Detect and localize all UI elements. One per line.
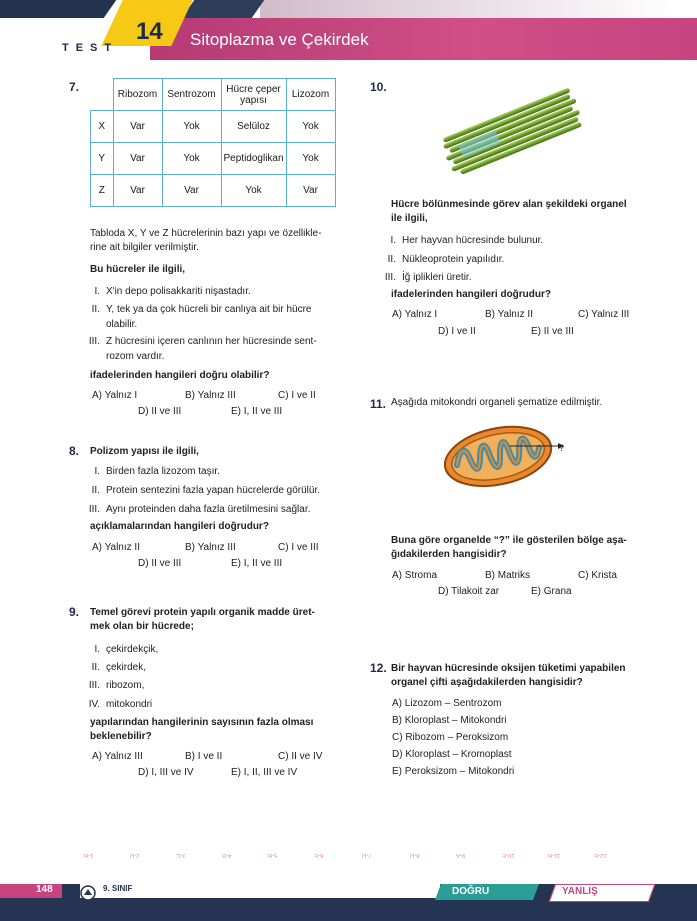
q7-table xyxy=(90,78,336,207)
option-c[interactable]: C) Ribozom – Peroksizom xyxy=(392,732,509,743)
roman-numeral: III. xyxy=(88,680,100,691)
q9-lead-line: Temel görevi protein yapılı organik madde üret- xyxy=(90,607,315,618)
list-item xyxy=(82,284,251,299)
roman-numeral: I. xyxy=(94,286,100,297)
list-item xyxy=(82,678,144,693)
list-item xyxy=(82,502,310,517)
item-text: İğ iplikleri üretir. xyxy=(402,272,472,283)
q10-question: ifadelerinden hangileri doğrudur? xyxy=(391,289,552,300)
header-band-navy-2 xyxy=(182,0,265,18)
option-d[interactable]: D) Kloroplast – Kromoplast xyxy=(392,749,512,760)
option-e[interactable]: E) Grana xyxy=(531,586,572,597)
q11-number: 11. xyxy=(370,397,387,411)
table-header: Ribozom xyxy=(113,79,162,111)
table-row xyxy=(91,79,336,111)
answer-key-item: 2-D xyxy=(130,852,140,858)
q8-number: 8. xyxy=(69,444,80,458)
option-c[interactable]: C) I ve III xyxy=(278,542,319,553)
option-d[interactable]: D) I, III ve IV xyxy=(138,767,194,778)
item-text: Y, tek ya da çok hücreli bir canlıya ait bir hücre xyxy=(106,304,312,315)
roman-numeral: III. xyxy=(88,336,100,347)
list-item xyxy=(378,270,471,285)
item-text: X'in depo polisakkariti nişastadır. xyxy=(106,286,251,297)
item-text: mitokondri xyxy=(106,699,153,710)
centriole-illustration xyxy=(436,84,586,174)
page-title: Sitoplazma ve Çekirdek xyxy=(190,30,369,49)
option-e[interactable]: E) I, II, III ve IV xyxy=(231,767,298,778)
q10-number: 10. xyxy=(370,80,387,94)
header-band-navy xyxy=(0,0,116,18)
item-text: Z hücresini içeren canlının her hücresinde sent- xyxy=(106,336,317,347)
item-text: Her hayvan hücresinde bulunur. xyxy=(402,235,544,246)
option-b[interactable]: B) Yalnız II xyxy=(485,309,533,320)
table-cell: Var xyxy=(113,111,162,143)
table-header: Sentrozom xyxy=(162,79,221,111)
option-c[interactable]: C) Yalnız III xyxy=(578,309,630,320)
q9-lead-line: mek olan bir hücrede; xyxy=(90,621,194,632)
roman-numeral: IV. xyxy=(88,699,100,710)
table-cell: Yok xyxy=(162,143,221,175)
footer-white-strip xyxy=(80,884,440,898)
header-band-mauve xyxy=(260,0,697,18)
item-text: Birden fazla lizozom taşır. xyxy=(106,466,220,477)
table-row-label: X xyxy=(91,111,114,143)
item-text-cont: rozom vardır. xyxy=(106,351,165,362)
table-cell: Yok xyxy=(286,111,335,143)
list-item xyxy=(82,483,320,498)
option-d[interactable]: D) II ve III xyxy=(138,558,182,569)
table-row-label: Y xyxy=(91,143,114,175)
q7-question: ifadelerinden hangileri doğru olabilir? xyxy=(90,370,270,381)
option-e[interactable]: E) I, II ve III xyxy=(231,558,283,569)
answer-key-item: 8-D xyxy=(410,852,420,858)
table-header: Lizozom xyxy=(286,79,335,111)
option-e[interactable]: E) Peroksizom – Mitokondri xyxy=(392,766,515,777)
answer-key-item: 4-B xyxy=(222,852,232,858)
q9-question-line: yapılarından hangilerinin sayısının fazla olması xyxy=(90,717,314,728)
table-cell: Var xyxy=(286,175,335,207)
q8-lead: Polizom yapısı ile ilgili, xyxy=(90,446,199,457)
grade-label: 9. SINIF xyxy=(103,884,133,893)
roman-numeral: III. xyxy=(88,504,100,515)
option-d[interactable]: D) I ve II xyxy=(438,326,476,337)
table-cell: Selüloz xyxy=(221,111,286,143)
table-cell: Yok xyxy=(286,143,335,175)
correct-label: DOĞRU xyxy=(452,886,490,897)
roman-numeral: II. xyxy=(91,662,100,673)
q7-number: 7. xyxy=(69,80,80,94)
q11-lead: Aşağıda mitokondri organeli şematize edilmiştir. xyxy=(391,397,603,408)
table-row xyxy=(91,175,336,207)
answer-key-item: 1-B xyxy=(84,852,94,858)
option-b[interactable]: B) I ve II xyxy=(185,751,223,762)
q9-question-line: beklenebilir? xyxy=(90,731,152,742)
table-cell: Var xyxy=(113,143,162,175)
table-cell: Var xyxy=(162,175,221,207)
roman-numeral: III. xyxy=(384,272,396,283)
table-row-label: Z xyxy=(91,175,114,207)
q11-question-line: ğıdakilerden hangisidir? xyxy=(391,549,507,560)
item-text: ribozom, xyxy=(106,680,145,691)
option-a[interactable]: A) Yalnız I xyxy=(392,309,438,320)
answer-key-item: 5-B xyxy=(268,852,278,858)
table-cell: Var xyxy=(113,175,162,207)
q8-question: açıklamalarından hangileri doğrudur? xyxy=(90,521,269,532)
answer-key-item: 6-E xyxy=(314,852,324,858)
option-a[interactable]: A) Yalnız II xyxy=(92,542,140,553)
q7-intro-line: rine ait bilgiler verilmiştir. xyxy=(90,242,199,253)
option-c[interactable]: C) II ve IV xyxy=(278,751,323,762)
list-item xyxy=(82,334,317,349)
option-b[interactable]: B) Matriks xyxy=(485,570,530,581)
option-e[interactable]: E) I, II ve III xyxy=(231,406,283,417)
table-row xyxy=(91,111,336,143)
table-header: Hücre çeper yapısı xyxy=(221,79,286,111)
roman-numeral: II. xyxy=(91,304,100,315)
item-text: Protein sentezini fazla yapan hücrelerde görülür. xyxy=(106,485,321,496)
option-a[interactable]: A) Lizozom – Sentrozom xyxy=(392,698,502,709)
answer-key-item: 9-A xyxy=(456,852,466,858)
q11-question-line: Buna göre organelde “?” ile gösterilen bölge aşa- xyxy=(391,535,627,546)
list-item xyxy=(82,642,158,657)
option-a[interactable]: A) Yalnız I xyxy=(92,390,138,401)
list-item xyxy=(82,464,220,479)
roman-numeral: I. xyxy=(94,466,100,477)
page-number: 148 xyxy=(36,884,53,895)
table-corner xyxy=(91,79,114,111)
q9-number: 9. xyxy=(69,605,80,619)
publisher-logo-icon xyxy=(80,885,96,901)
list-item xyxy=(378,233,543,248)
item-text: Nükleoprotein yapılıdır. xyxy=(402,254,505,265)
q12-number: 12. xyxy=(370,661,387,675)
test-number: 14 xyxy=(136,18,163,45)
table-cell: Yok xyxy=(162,111,221,143)
wrong-label: YANLIŞ xyxy=(562,886,598,897)
roman-numeral: I. xyxy=(94,644,100,655)
table-cell: Peptidoglikan xyxy=(221,143,286,175)
list-item xyxy=(82,302,311,317)
list-item xyxy=(82,660,146,675)
item-text-cont: olabilir. xyxy=(106,319,138,330)
option-b[interactable]: B) Kloroplast – Mitokondri xyxy=(392,715,507,726)
roman-numeral: II. xyxy=(91,485,100,496)
q7-intro-line: Tabloda X, Y ve Z hücrelerinin bazı yapı ve özellikle- xyxy=(90,228,322,239)
answer-key-item: 10-E xyxy=(502,852,515,858)
option-d[interactable]: D) Tilakoit zar xyxy=(438,586,500,597)
option-a[interactable]: A) Stroma xyxy=(392,570,438,581)
answer-key-item: 11-B xyxy=(548,852,561,858)
answer-key-item: 12-E xyxy=(594,852,607,858)
list-item xyxy=(82,697,152,712)
table-row xyxy=(91,143,336,175)
q10-lead-line: ile ilgili, xyxy=(391,213,428,224)
answer-key-item: 3-C xyxy=(176,852,186,858)
mitochondrion-illustration xyxy=(440,418,570,494)
option-c[interactable]: C) I ve II xyxy=(278,390,316,401)
item-text: Aynı proteinden daha fazla üretilmesini sağlar. xyxy=(106,504,311,515)
option-e[interactable]: E) II ve III xyxy=(531,326,574,337)
option-c[interactable]: C) Krista xyxy=(578,570,617,581)
test-label: TEST xyxy=(62,42,119,54)
q11-marker: ? xyxy=(559,443,565,453)
q10-lead-line: Hücre bölünmesinde görev alan şekildeki organel xyxy=(391,199,627,210)
option-b[interactable]: B) Yalnız III xyxy=(185,390,236,401)
option-a[interactable]: A) Yalnız III xyxy=(92,751,143,762)
roman-numeral: II. xyxy=(387,254,396,265)
option-d[interactable]: D) II ve III xyxy=(138,406,182,417)
item-text: çekirdekçik, xyxy=(106,644,159,655)
q12-lead-line: organel çifti aşağıdakilerden hangisidir? xyxy=(391,677,583,688)
roman-numeral: I. xyxy=(390,235,396,246)
q7-lead: Bu hücreler ile ilgili, xyxy=(90,264,186,275)
q12-lead-line: Bir hayvan hücresinde oksijen tüketimi yapabilen xyxy=(391,663,626,674)
table-cell: Yok xyxy=(221,175,286,207)
option-b[interactable]: B) Yalnız III xyxy=(185,542,236,553)
list-item xyxy=(378,252,504,267)
answer-key-item: 7-D xyxy=(362,852,372,858)
item-text: çekirdek, xyxy=(106,662,147,673)
